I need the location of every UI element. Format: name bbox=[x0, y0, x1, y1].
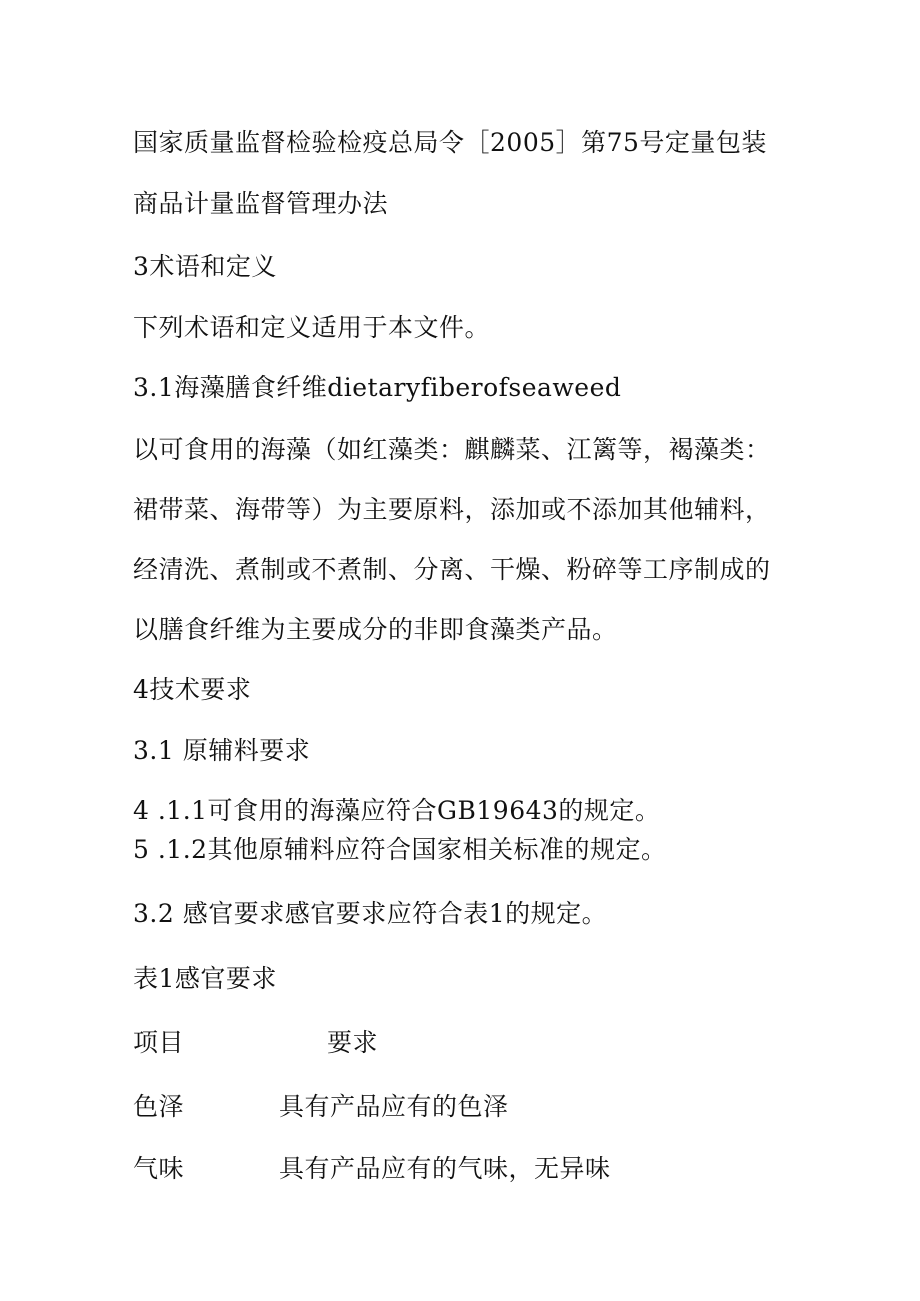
subsection-heading: 3.2 感官要求感官要求应符合表1的规定。 bbox=[133, 899, 608, 928]
table-cell: 具有产品应有的色泽 bbox=[279, 1092, 509, 1121]
clause-line: 5 .1.2其他原辅料应符合国家相关标准的规定。 bbox=[133, 835, 667, 864]
paragraph-line: 商品计量监督管理办法 bbox=[133, 189, 389, 218]
paragraph-line: 下列术语和定义适用于本文件。 bbox=[133, 313, 491, 342]
paragraph-line: 以膳食纤维为主要成分的非即食藻类产品。 bbox=[133, 615, 618, 644]
paragraph-line: 国家质量监督检验检疫总局令［2005］第75号定量包装 bbox=[133, 128, 767, 157]
table-row bbox=[133, 1092, 833, 1122]
table-row bbox=[133, 1154, 833, 1184]
section-heading: 4技术要求 bbox=[133, 675, 252, 704]
table-cell: 色泽 bbox=[133, 1092, 185, 1121]
table-header-cell: 要求 bbox=[327, 1028, 379, 1057]
table-header-row bbox=[133, 1028, 833, 1058]
table-cell: 气味 bbox=[133, 1154, 185, 1183]
paragraph-line: 以可食用的海藻（如红藻类：麒麟菜、江篱等，褐藻类： bbox=[133, 435, 771, 464]
table-cell: 具有产品应有的气味，无异味 bbox=[279, 1154, 611, 1183]
subsection-heading: 3.1 原辅料要求 bbox=[133, 736, 311, 765]
clause-line: 4 .1.1可食用的海藻应符合GB19643的规定。 bbox=[133, 796, 661, 825]
paragraph-line: 裙带菜、海带等）为主要原料，添加或不添加其他辅料， bbox=[133, 495, 771, 524]
section-heading: 3术语和定义 bbox=[133, 252, 277, 281]
table-caption: 表1感官要求 bbox=[133, 964, 277, 993]
paragraph-line: 经清洗、煮制或不煮制、分离、干燥、粉碎等工序制成的 bbox=[133, 555, 771, 584]
table-header-cell: 项目 bbox=[133, 1028, 185, 1057]
term-heading: 3.1海藻膳食纤维dietaryfiberofseaweed bbox=[133, 373, 622, 402]
